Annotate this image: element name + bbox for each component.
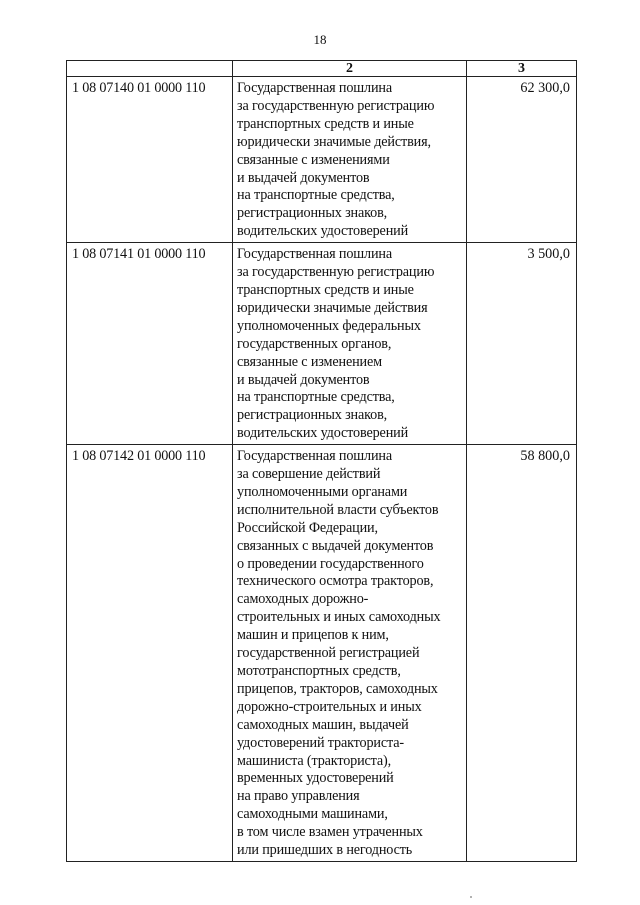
- description-line: Государственная пошлина: [237, 448, 393, 465]
- description-line: транспортных средств и иные: [237, 281, 414, 298]
- description-line: водительских удостоверений: [237, 425, 409, 442]
- description-line: мототранспортных средств,: [237, 663, 401, 679]
- description-line: прицепов, тракторов, самоходных: [237, 680, 438, 697]
- description-line: за государственную регистрацию: [237, 97, 435, 114]
- description-line: связанных с выдачей документов: [237, 537, 434, 554]
- description-line: уполномоченными органами: [237, 483, 408, 500]
- description-line: Российской Федерации,: [237, 519, 378, 536]
- page-number: 18: [313, 32, 327, 47]
- budget-code-cell: 1 08 07142 01 0000 110: [67, 445, 233, 862]
- description-line: за государственную регистрацию: [237, 264, 435, 281]
- description-line: государственных органов,: [237, 335, 392, 352]
- description-line: удостоверений тракториста-: [237, 734, 404, 751]
- description-line: водительских удостоверений: [237, 223, 409, 240]
- table-row: [67, 77, 577, 243]
- description-cell: [233, 77, 467, 243]
- description-line: Государственная пошлина: [237, 80, 393, 96]
- description-line: за совершение действий: [237, 466, 381, 483]
- table-row: [67, 445, 577, 862]
- description-line: юридически значимые действия: [237, 299, 428, 316]
- description-line: и выдачей документов: [237, 371, 370, 388]
- description-line: дорожно-строительных и иных: [237, 698, 422, 715]
- description-line: уполномоченных федеральных: [237, 317, 421, 334]
- header-col-2: 2: [233, 61, 467, 77]
- description-line: самоходных машин, выдачей: [237, 716, 409, 733]
- budget-code-cell: 1 08 07140 01 0000 110: [67, 77, 233, 243]
- description-line: строительных и иных самоходных: [237, 609, 441, 626]
- header-col-1: [67, 61, 233, 77]
- description-line: и выдачей документов: [237, 169, 370, 186]
- description-line: или пришедших в негодность: [237, 842, 413, 859]
- description-line: на транспортные средства,: [237, 187, 395, 204]
- description-line: самоходными машинами,: [237, 806, 388, 823]
- revenue-table: [66, 60, 577, 862]
- amount-cell: 58 800,0: [467, 445, 577, 862]
- description-cell: [233, 445, 467, 862]
- description-line: связанные с изменением: [237, 353, 382, 370]
- description-line: на право управления: [237, 788, 360, 805]
- description-line: Государственная пошлина: [237, 246, 393, 263]
- description-line: временных удостоверений: [237, 770, 394, 787]
- description-line: исполнительной власти субъектов: [237, 501, 439, 518]
- description-cell: [233, 243, 467, 445]
- amount-cell: 62 300,0: [467, 77, 577, 243]
- description-line: транспортных средств и иные: [237, 115, 414, 132]
- header-row: [67, 61, 577, 77]
- table-body: [67, 77, 577, 862]
- table-header: [67, 61, 577, 77]
- description-line: машиниста (тракториста),: [237, 752, 392, 769]
- description-line: технического осмотра тракторов,: [237, 573, 434, 590]
- header-col-3: 3: [467, 61, 577, 77]
- description-line: машин и прицепов к ним,: [237, 627, 389, 644]
- description-line: регистрационных знаков,: [237, 205, 388, 222]
- description-line: самоходных дорожно-: [237, 591, 369, 608]
- description-line: юридически значимые действия,: [237, 133, 431, 150]
- description-line: связанные с изменениями: [237, 151, 390, 168]
- budget-code-cell: 1 08 07141 01 0000 110: [67, 243, 233, 445]
- description-line: о проведении государственного: [237, 555, 424, 572]
- amount-cell: 3 500,0: [467, 243, 577, 445]
- description-line: государственной регистрацией: [237, 645, 420, 662]
- description-line: в том числе взамен утраченных: [237, 824, 423, 841]
- description-line: регистрационных знаков,: [237, 407, 388, 424]
- table-row: [67, 243, 577, 445]
- scan-speck: [470, 896, 472, 898]
- description-line: на транспортные средства,: [237, 389, 395, 406]
